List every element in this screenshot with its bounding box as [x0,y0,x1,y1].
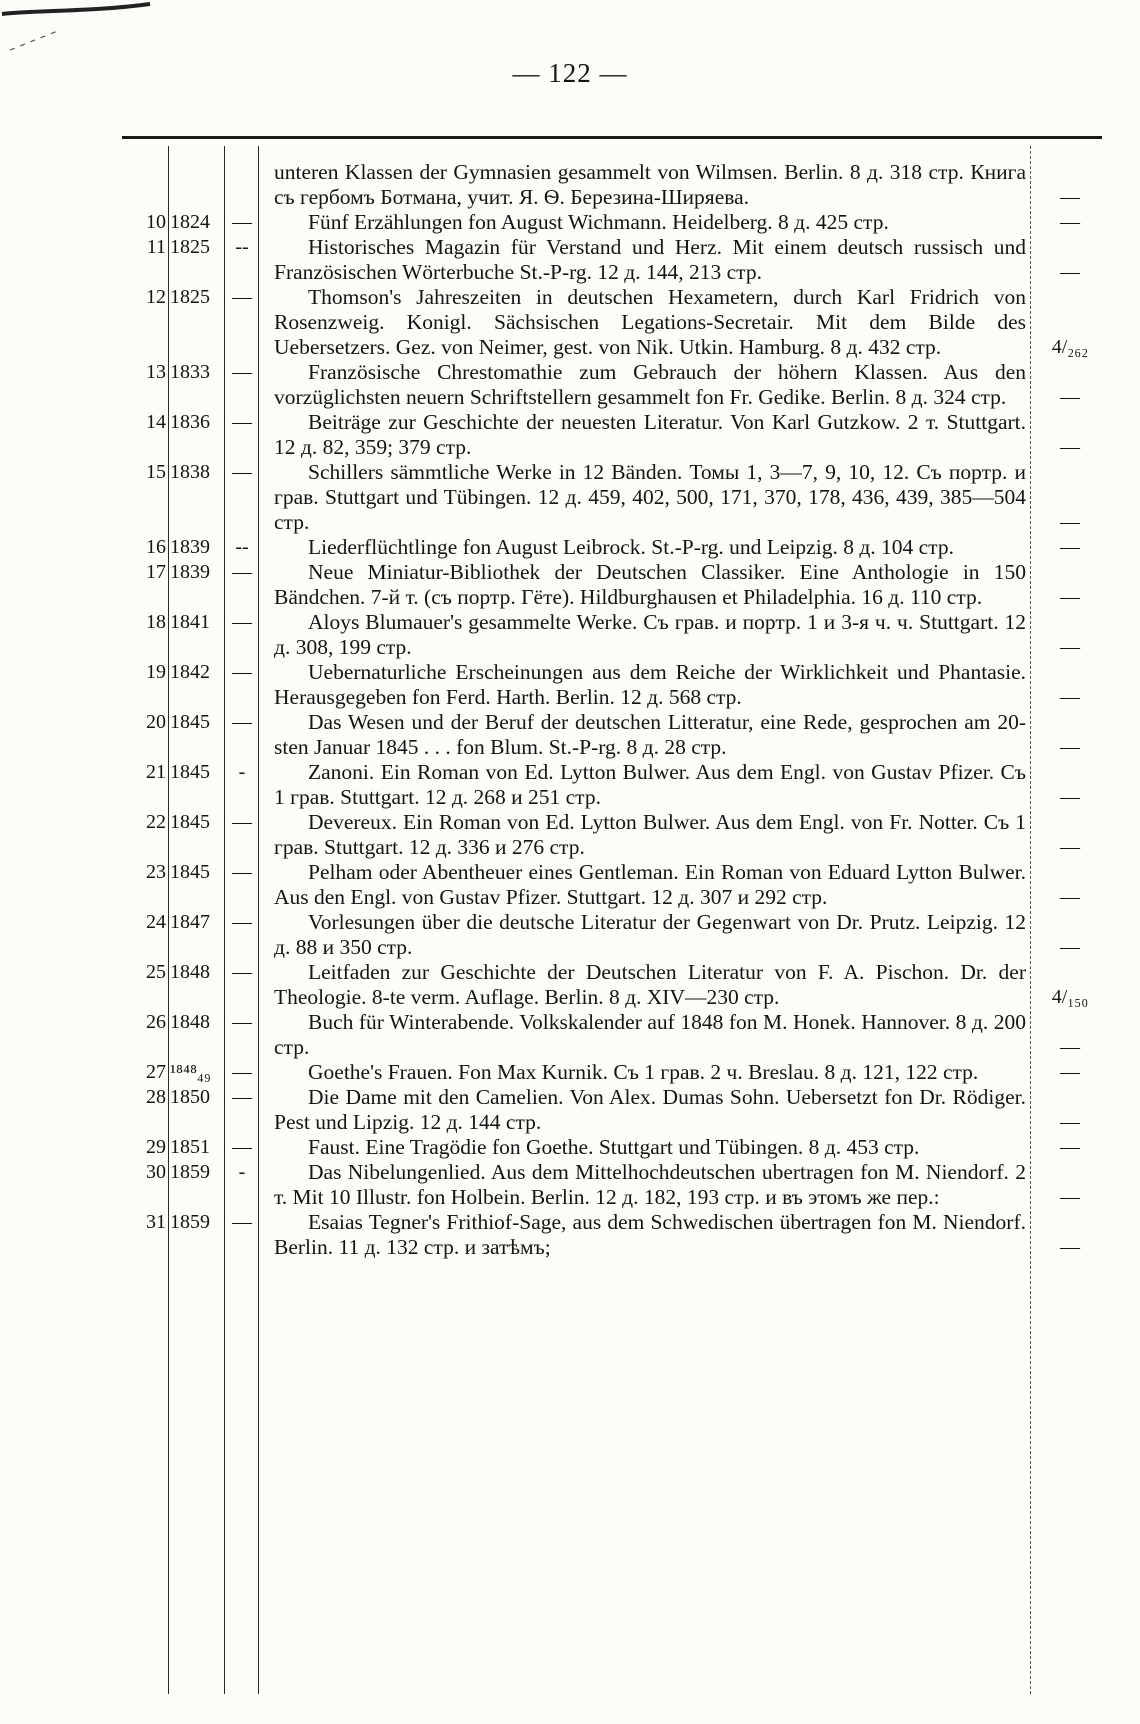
entry-dash: — [232,811,252,833]
entry-text: Historisches Magazin für Verstand und Herz. Mit einem deutsch russisch und Französischen Wörterbuche St.-P-rg. 12 д. 144, 213 стр. [274,235,1026,284]
page-number: — 122 — [512,58,628,88]
entry-year: 1824 [170,211,210,233]
entry-margin-mark: — [1060,1186,1080,1208]
entry-text: Fünf Erzählungen fon August Wichmann. Heidelberg. 8 д. 425 стр. [308,210,889,234]
entry-dash: — [232,711,252,733]
entry-dash: — [232,1011,252,1033]
entry-year: 1845 [170,811,210,833]
entry-margin-mark: — [1060,736,1080,758]
entry-margin-mark: — [1060,1111,1080,1133]
entry-year: 1845 [170,761,210,783]
catalog-entry [0,235,1140,285]
entry-number: 31 [146,1211,166,1233]
entry-dash: -- [235,236,249,258]
entry-text: Neue Miniatur-Bibliothek der Deutschen Classiker. Eine Anthologie in 150 Bändchen. 7-й т. (съ портр. Гёте). Hildburghausen et Philadelphia. 16 д. 110 стр. [274,560,1026,609]
entry-dash: — [232,1136,252,1158]
entry-year: 1845 [170,711,210,733]
entry-number: 23 [146,861,166,883]
entry-margin-mark: — [1060,836,1080,858]
entry-year: 1848 [170,961,210,983]
catalog-entries [0,160,1140,1260]
catalog-entry [0,285,1140,360]
catalog-entry [0,610,1140,660]
entry-year: 1859 [170,1211,210,1233]
entry-text: Leitfaden zur Geschichte der Deutschen Literatur von F. A. Pischon. Dr. der Theologie. 8-te verm. Auflage. Berlin. 8 д. XIV—230 стр. [274,960,1026,1009]
entry-year: 1838 [170,461,210,483]
entry-text: Vorlesungen über die deutsche Literatur der Gegenwart von Dr. Prutz. Leipzig. 12 д. 88 и 350 стр. [274,910,1026,959]
entry-text: Zanoni. Ein Roman von Ed. Lytton Bulwer. Aus dem Engl. von Gustav Pfizer. Съ 1 грав. Stuttgart. 12 д. 268 и 251 стр. [274,760,1026,809]
entry-number: 26 [146,1011,166,1033]
catalog-entry [0,910,1140,960]
entry-dash: — [232,911,252,933]
catalog-entry [0,660,1140,710]
catalog-entry [0,760,1140,810]
entry-margin-mark: — [1060,436,1080,458]
entry-dash: - [238,1161,246,1183]
entry-year: 1836 [170,411,210,433]
entry-dash: — [232,1086,252,1108]
entry-year: ¹⁸⁴⁸₄₉ [170,1061,211,1083]
entry-year: 1839 [170,536,210,558]
entry-dash: — [232,286,252,308]
entry-number: 11 [146,236,166,258]
entry-dash: — [232,361,252,383]
entry-year: 1851 [170,1136,210,1158]
catalog-entry [0,710,1140,760]
catalog-entry [0,960,1140,1010]
catalog-entry [0,560,1140,610]
entry-margin-mark: — [1060,511,1080,533]
entry-dash: — [232,561,252,583]
entry-year: 1825 [170,236,210,258]
entry-dash: — [232,461,252,483]
entry-text: Faust. Eine Tragödie fon Goethe. Stuttgart und Tübingen. 8 д. 453 стр. [308,1135,920,1159]
entry-margin-mark: — [1060,886,1080,908]
entry-margin-mark: 4/₁₅₀ [1051,986,1089,1008]
entry-year: 1825 [170,286,210,308]
entry-text: Buch für Winterabende. Volkskalender auf 1848 fon M. Honek. Hannover. 8 д. 200 стр. [274,1010,1026,1059]
entry-year: 1845 [170,861,210,883]
entry-number: 24 [146,911,166,933]
entry-text: Uebernaturliche Erscheinungen aus dem Reiche der Wirklichkeit und Phantasie. Herausgegeben fon Ferd. Harth. Berlin. 12 д. 568 стр. [274,660,1026,709]
entry-text: unteren Klassen der Gymnasien gesammelt von Wilmsen. Berlin. 8 д. 318 стр. Книга съ гербомъ Ботмана, учит. Я. Ѳ. Березина-Ширяева. [274,160,1026,209]
entry-year: 1833 [170,361,210,383]
entry-margin-mark: — [1060,536,1080,558]
entry-dash: — [232,861,252,883]
entry-year: 1842 [170,661,210,683]
entry-dash: — [232,411,252,433]
entry-text: Liederflüchtlinge fon August Leibrock. St.-P-rg. und Leipzig. 8 д. 104 стр. [308,535,954,559]
entry-margin-mark: — [1060,1236,1080,1258]
entry-text: Aloys Blumauer's gesammelte Werke. Съ грав. и портр. 1 и 3-я ч. ч. Stuttgart. 12 д. 308, 199 стр. [274,610,1026,659]
entry-number: 27 [146,1061,166,1083]
entry-margin-mark: — [1060,1036,1080,1058]
catalog-entry [0,160,1140,210]
entry-text: Schillers sämmtliche Werke in 12 Bänden. Томы 1, 3—7, 9, 10, 12. Съ портр. и грав. Stuttgart und Tübingen. 12 д. 459, 402, 500, 171, 370, 178, 436, 439, 385—504 стр. [274,460,1026,534]
entry-margin-mark: — [1060,1061,1080,1083]
entry-number: 15 [146,461,166,483]
entry-number: 25 [146,961,166,983]
entry-dash: — [232,1061,252,1083]
entry-number: 10 [146,211,166,233]
catalog-entry [0,1060,1140,1085]
entry-margin-mark: — [1060,1136,1080,1158]
catalog-entry [0,1210,1140,1260]
entry-text: Pelham oder Abentheuer eines Gentleman. Ein Roman von Eduard Lytton Bulwer. Aus den Engl. von Gustav Pfizer. Stuttgart. 12 д. 307 и 292 стр. [274,860,1026,909]
entry-number: 16 [146,536,166,558]
entry-number: 30 [146,1161,166,1183]
entry-number: 29 [146,1136,166,1158]
entry-text: Das Nibelungenlied. Aus dem Mittelhochdeutschen ubertragen fon M. Niendorf. 2 т. Mit 10 Illustr. fon Holbein. Berlin. 12 д. 182, 193 стр. и въ этомъ же пер.: [274,1160,1026,1209]
entry-text: Devereux. Ein Roman von Ed. Lytton Bulwer. Aus dem Engl. von Fr. Notter. Съ 1 грав. Stuttgart. 12 д. 336 и 276 стр. [274,810,1026,859]
entry-text: Beiträge zur Geschichte der neuesten Literatur. Von Karl Gutzkow. 2 т. Stuttgart. 12 д. 82, 359; 379 стр. [274,410,1026,459]
catalog-entry [0,810,1140,860]
catalog-entry [0,1160,1140,1210]
entry-year: 1848 [170,1011,210,1033]
entry-dash: — [232,961,252,983]
entry-number: 14 [146,411,166,433]
entry-text: Die Dame mit den Camelien. Von Alex. Dumas Sohn. Uebersetzt fon Dr. Rödiger. Pest und Lipzig. 12 д. 144 стр. [274,1085,1026,1134]
catalog-entry [0,360,1140,410]
entry-year: 1859 [170,1161,210,1183]
catalog-entry [0,535,1140,560]
catalog-entry [0,860,1140,910]
entry-margin-mark: — [1060,936,1080,958]
entry-text: Das Wesen und der Beruf der deutschen Litteratur, eine Rede, gesprochen am 20-sten Januar 1845 . . . fon Blum. St.-P-rg. 8 д. 28 стр. [274,710,1026,759]
entry-margin-mark: 4/₂₆₂ [1051,336,1089,358]
catalog-entry [0,460,1140,535]
entry-margin-mark: — [1060,636,1080,658]
entry-margin-mark: — [1060,211,1080,233]
entry-margin-mark: — [1060,186,1080,208]
entry-text: Goethe's Frauen. Fon Max Kurnik. Съ 1 грав. 2 ч. Breslau. 8 д. 121, 122 стр. [308,1060,979,1084]
entry-margin-mark: — [1060,586,1080,608]
catalog-entry [0,1135,1140,1160]
entry-number: 12 [146,286,166,308]
entry-dash: — [232,211,252,233]
entry-margin-mark: — [1060,386,1080,408]
entry-margin-mark: — [1060,261,1080,283]
entry-year: 1850 [170,1086,210,1108]
entry-dash: -- [235,536,249,558]
top-rule [122,136,1102,139]
entry-number: 13 [146,361,166,383]
entry-text: Thomson's Jahreszeiten in deutschen Hexametern, durch Karl Fridrich von Rosenzweig. Konigl. Sächsischen Legations-Secretair. Mit dem Bilde des Uebersetzers. Gez. von Neimer, gest. von Nik. Utkin. Hamburg. 8 д. 432 стр. [274,285,1026,359]
entry-number: 21 [146,761,166,783]
entry-text: Französische Chrestomathie zum Gebrauch der höhern Klassen. Aus den vorzüglichsten neuern Schriftstellern gesammelt fon Fr. Gedike. Berlin. 8 д. 324 стр. [274,360,1026,409]
entry-margin-mark: — [1060,786,1080,808]
catalog-entry [0,410,1140,460]
catalog-entry [0,1010,1140,1060]
entry-number: 28 [146,1086,166,1108]
entry-year: 1839 [170,561,210,583]
entry-number: 22 [146,811,166,833]
entry-number: 19 [146,661,166,683]
entry-margin-mark: — [1060,686,1080,708]
entry-dash: - [238,761,246,783]
entry-year: 1847 [170,911,210,933]
entry-text: Esaias Tegner's Frithiof-Sage, aus dem Schwedischen übertragen fon M. Niendorf. Berlin. 11 д. 132 стр. и затѣмъ; [274,1210,1026,1259]
entry-year: 1841 [170,611,210,633]
entry-number: 18 [146,611,166,633]
entry-dash: — [232,661,252,683]
entry-number: 17 [146,561,166,583]
catalog-entry [0,210,1140,235]
entry-dash: — [232,1211,252,1233]
catalog-entry [0,1085,1140,1135]
entry-number: 20 [146,711,166,733]
entry-dash: — [232,611,252,633]
